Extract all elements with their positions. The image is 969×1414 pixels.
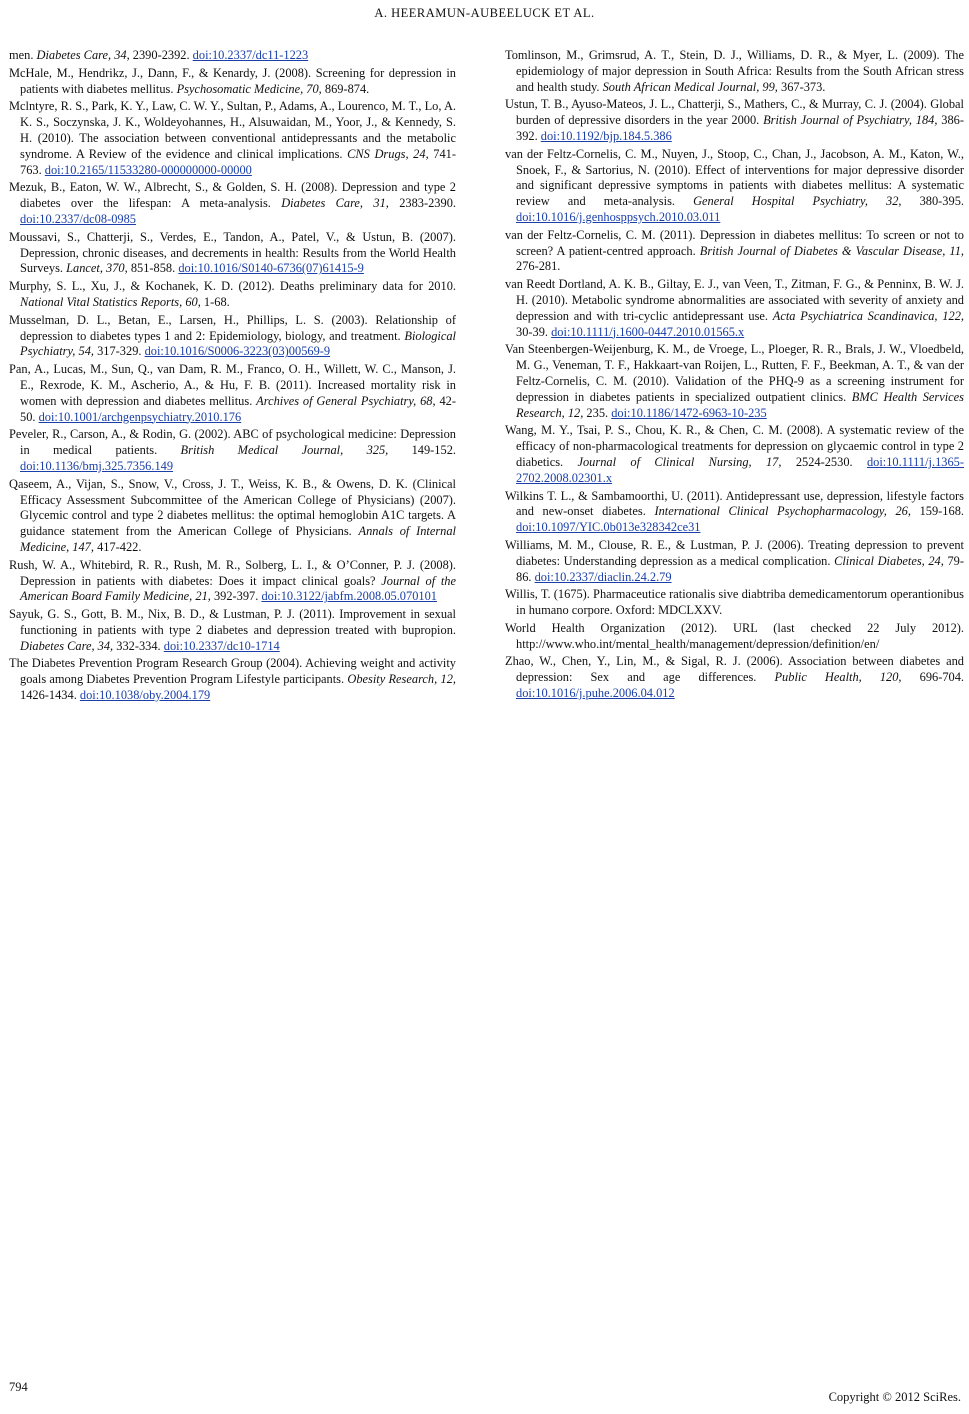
reference-text: Rush, W. A., Whitebird, R. R., Rush, M. R., Solberg, L. I., & O’Conner, P. J. (2008). Depression in patients with diabetes: Does it impact clinical goals? (9, 557, 456, 588)
reference-entry (9, 180, 456, 227)
reference-text: Willis, T. (1675). Pharmaceutice rationalis sive diabtriba demedicamentorum operantionibus in humano corpore. Oxford: MDCLXXV. (505, 587, 964, 618)
reference-pages: 2390-2392. (129, 48, 193, 62)
copyright-notice: Copyright © 2012 SciRes. (828, 1390, 961, 1404)
reference-pages: 2383-2390. (388, 196, 456, 211)
page-number: 794 (9, 1380, 28, 1394)
reference-journal: Lancet, 370, (66, 261, 128, 276)
reference-entry (9, 99, 456, 178)
reference-pages: 869-874. (321, 81, 370, 96)
doi-link[interactable]: doi:10.2337/diaclin.24.2.79 (534, 569, 672, 584)
doi-link[interactable]: doi:10.1111/j.1600-0447.2010.01565.x (551, 324, 745, 339)
reference-journal: Journal of Clinical Nursing, 17, (577, 454, 782, 469)
reference-journal: Biological Psychiatry, 54, (20, 328, 456, 359)
reference-pages: 149-152. (388, 443, 456, 458)
reference-journal: Annals of Internal Medicine, 147, (20, 524, 456, 554)
reference-text: Musselman, D. L., Betan, E., Larsen, H., Phillips, L. S. (2003). Relationship of depression to diabetes types 1 and 2: Epidemiology, biology, and treatment. (9, 312, 456, 343)
reference-entry (505, 48, 964, 95)
reference-journal: Obesity Research, 12, (347, 672, 456, 687)
reference-pages: 696-704. (901, 670, 965, 685)
reference-pages: 741-763. (20, 146, 456, 177)
doi-link[interactable]: doi:10.2165/11533280-000000000-00000 (44, 162, 252, 177)
doi-link[interactable]: doi:10.1111/j.1365-2702.2008.02301.x (516, 454, 965, 485)
reference-entry (505, 621, 964, 653)
reference-text: Tomlinson, M., Grimsrud, A. T., Stein, D. J., Williams, D. R., & Myer, L. (2009). The epidemiology of major depression in South Africa: Results from the South African stress and health study. (505, 48, 964, 94)
reference-entry (505, 342, 964, 421)
reference-text: Murphy, S. L., Xu, J., & Kochanek, K. D. (2012). Deaths preliminary data for 2010. (9, 279, 456, 294)
reference-journal: BMC Health Services Research, 12, (516, 389, 965, 420)
reference-entry (9, 477, 456, 556)
reference-journal: British Medical Journal, 325, (180, 443, 389, 458)
reference-journal: Diabetes Care, 34, (20, 638, 114, 653)
reference-journal: Public Health, 120, (774, 670, 902, 685)
reference-pages: 317-329. (94, 344, 145, 359)
doi-link[interactable]: doi:10.1016/j.puhe.2006.04.012 (516, 686, 675, 701)
references-left-column (9, 48, 456, 706)
reference-pages: 392-397. (210, 589, 262, 604)
reference-entry (9, 66, 456, 98)
reference-pages: 42-50. (20, 393, 456, 424)
reference-pages: 79-86. (516, 553, 964, 584)
reference-entry (505, 489, 964, 536)
reference-entry (505, 423, 964, 486)
reference-pages: 1426-1434. (20, 688, 80, 703)
reference-entry (9, 279, 456, 311)
reference-pages: 380-395. (901, 194, 964, 209)
reference-journal: Acta Psychiatrica Scandinavica, 122, (772, 308, 964, 323)
reference-text: Mclntyre, R. S., Park, K. Y., Law, C. W. Y., Sultan, P., Adams, A., Lourenco, M. T., Lo, A. K. S., Soczynska, J. K., Woldeyohannes, H., Alsuwaidan, M., Yoor, J., & Kennedy, S. H. (2010). The association between conventional antidepressants and the metabolic syndrome. A Review of the evidence and clinical implications. (9, 99, 456, 161)
reference-text: men. (9, 48, 37, 62)
reference-text: van der Feltz-Cornelis, C. M. (2011). Depression in diabetes mellitus: To screen or not to screen? A patient-centred approach. (505, 227, 964, 258)
doi-link[interactable]: doi:10.2337/dc11-1223 (192, 48, 309, 62)
reference-pages: 367-373. (777, 79, 826, 94)
reference-entry (505, 538, 964, 585)
reference-pages: 2524-2530. (781, 454, 867, 469)
reference-entry (505, 228, 964, 275)
doi-link[interactable]: doi:10.1001/archgenpsychiatry.2010.176 (38, 409, 242, 424)
reference-entry (9, 656, 456, 703)
reference-text: Wang, M. Y., Tsai, P. S., Chou, K. R., & Chen, C. M. (2008). A systematic review of the efficacy of non-pharmacological treatments for depression on glycaemic control in type 2 diabetics. (505, 423, 964, 469)
reference-pages: 159-168. (910, 504, 964, 519)
reference-entry (9, 230, 456, 277)
reference-text: McHale, M., Hendrikz, J., Dann, F., & Kenardy, J. (2008). Screening for depression in patients with diabetes mellitus. (9, 65, 456, 96)
doi-link[interactable]: doi:10.1192/bjp.184.5.386 (540, 128, 672, 143)
reference-journal: International Clinical Psychopharmacology, 26, (654, 504, 911, 519)
reference-entry (505, 277, 964, 340)
reference-pages: 235. (583, 405, 612, 420)
doi-link[interactable]: doi:10.1016/S0006-3223(03)00569-9 (144, 344, 331, 359)
reference-journal: National Vital Statistics Reports, 60, (20, 294, 201, 309)
reference-journal: General Hospital Psychiatry, 32, (693, 194, 902, 209)
reference-pages: 417-422. (93, 539, 142, 554)
reference-pages: 851-858. (127, 261, 179, 276)
reference-text: Pan, A., Lucas, M., Sun, Q., van Dam, R. M., Franco, O. H., Willett, W. C., Manson, J. E., Rexrode, K. M., Ascherio, A., & Hu, F. B. (2011). Increased mortality risk in women with depression and diabetes mellitus. (9, 362, 456, 408)
reference-text: Wilkins T. L., & Sambamoorthi, U. (2011). Antidepressant use, depression, lifestyle factors and new-onset diabetes. (505, 488, 964, 519)
reference-text: Williams, M. M., Clouse, R. E., & Lustman, P. J. (2006). Treating depression to prevent diabetes: Understanding depression as a medical complication. (505, 537, 964, 568)
reference-journal: British Journal of Psychiatry, 184, (763, 113, 938, 128)
doi-link[interactable]: doi:10.1016/j.genhosppsych.2010.03.011 (516, 209, 721, 224)
reference-journal: Diabetes Care, 34, (36, 48, 130, 62)
reference-text: van der Feltz-Cornelis, C. M., Nuyen, J., Stoop, C., Chan, J., Jacobson, A. M., Katon, W., Snoek, F., & Sartorius, N. (2010). Effect of interventions for major depressive disorder and significant depressive symptoms in patients with diabetes mellitus: A systematic review and meta-analysis. (505, 146, 964, 209)
running-title: A. HEERAMUN-AUBEELUCK ET AL. (374, 6, 595, 20)
reference-pages: 332-334. (113, 638, 164, 653)
reference-journal: Clinical Diabetes, 24, (834, 553, 944, 568)
reference-entry (9, 558, 456, 605)
reference-journal: South African Medical Journal, 99, (602, 79, 778, 94)
reference-entry (505, 97, 964, 144)
reference-text: Mezuk, B., Eaton, W. W., Albrecht, S., & Golden, S. H. (2008). Depression and type 2 diabetes over the lifespan: A meta-analysis. (9, 180, 456, 211)
reference-journal: British Journal of Diabetes & Vascular Disease, 11, (699, 243, 964, 258)
reference-journal: Archives of General Psychiatry, 68, (256, 393, 436, 408)
reference-text: Van Steenbergen-Weijenburg, K. M., de Vroege, L., Ploeger, R. R., Brals, J. W., Vloedbeld, M. G., Veneman, T. F., Hakkaart-van Roijen, L., Rutten, F. F., Beekman, A. T., & van der Feltz-Cornelis, C. M. (2010). Validation of the PHQ-9 as a screening instrument for depression in diabetes patients in specialized outpatient clinics. (505, 342, 964, 404)
reference-entry (9, 313, 456, 360)
reference-entry (9, 48, 456, 64)
reference-pages: 1-68. (200, 294, 230, 309)
reference-journal: Diabetes Care, 31, (281, 196, 389, 211)
reference-entry (9, 427, 456, 474)
reference-text: World Health Organization (2012). URL (last checked 22 July 2012). http://www.who.int/mental_health/management/depression/definition/en/ (505, 620, 964, 651)
reference-entry (505, 654, 964, 701)
reference-entry (9, 362, 456, 425)
reference-text: Qaseem, A., Vijan, S., Snow, V., Cross, J. T., Weiss, K. B., & Owens, D. K. (Clinical Efficacy Assessment Subcommittee of the American College of Physicians) (2007). Glycemic control and type 2 diabetes mellitus: the optimal hemoglobin A1C targets. A guidance statement from the American College of Physicians. (9, 476, 456, 539)
reference-journal: Journal of the American Board Family Medicine, 21, (20, 573, 456, 604)
doi-link[interactable]: doi:10.3122/jabfm.2008.05.070101 (261, 589, 437, 604)
reference-text: van Reedt Dortland, A. K. B., Giltay, E. J., van Veen, T., Zitman, F. G., & Penninx, B. W. J. H. (2010). Metabolic syndrome abnormalities are associated with severity of anxiety and depression and with tri-cyclic antidepressant use. (505, 277, 964, 323)
reference-pages: 386-392. (516, 113, 964, 143)
reference-text: Sayuk, G. S., Gott, B. M., Nix, B. D., & Lustman, P. J. (2011). Improvement in sexual functioning in patients with type 2 diabetes and depression treated with bupropion. (9, 607, 456, 637)
reference-pages: 276-281. (516, 259, 561, 274)
reference-text: Moussavi, S., Chatterji, S., Verdes, E., Tandon, A., Patel, V., & Ustun, B. (2007). Depression, chronic diseases, and decrements in health: Results from the World Health Surveys. (9, 229, 456, 276)
reference-entry (505, 147, 964, 226)
reference-pages: 30-39. (516, 324, 552, 339)
reference-entry (505, 587, 964, 619)
references-right-column (505, 48, 964, 704)
doi-link[interactable]: doi:10.1097/YIC.0b013e328342ce31 (516, 520, 701, 535)
doi-link[interactable]: doi:10.1038/oby.2004.179 (79, 688, 211, 703)
reference-entry (9, 607, 456, 654)
doi-link[interactable]: doi:10.2337/dc10-1714 (163, 638, 280, 653)
reference-journal: Psychosomatic Medicine, 70, (176, 81, 322, 96)
reference-text: Zhao, W., Chen, Y., Lin, M., & Sigal, R. J. (2006). Association between diabetes and depression: Sex and age differences. (505, 654, 964, 685)
doi-link[interactable]: doi:10.1136/bmj.325.7356.149 (20, 458, 174, 473)
doi-link[interactable]: doi:10.2337/dc08-0985 (20, 211, 136, 226)
reference-text: The Diabetes Prevention Program Research Group (2004). Achieving weight and activity goals among Diabetes Prevention Program Lifestyle participants. (9, 656, 456, 687)
reference-text: Ustun, T. B., Ayuso-Mateos, J. L., Chatterji, S., Mathers, C., & Murray, C. J. (2004). Global burden of depressive disorders in the year 2000. (505, 97, 964, 128)
reference-journal: CNS Drugs, 24, (347, 146, 429, 161)
doi-link[interactable]: doi:10.1016/S0140-6736(07)61415-9 (178, 261, 364, 276)
reference-text: Peveler, R., Carson, A., & Rodin, G. (2002). ABC of psychological medicine: Depression in medical patients. (9, 427, 456, 458)
doi-link[interactable]: doi:10.1186/1472-6963-10-235 (611, 405, 767, 420)
